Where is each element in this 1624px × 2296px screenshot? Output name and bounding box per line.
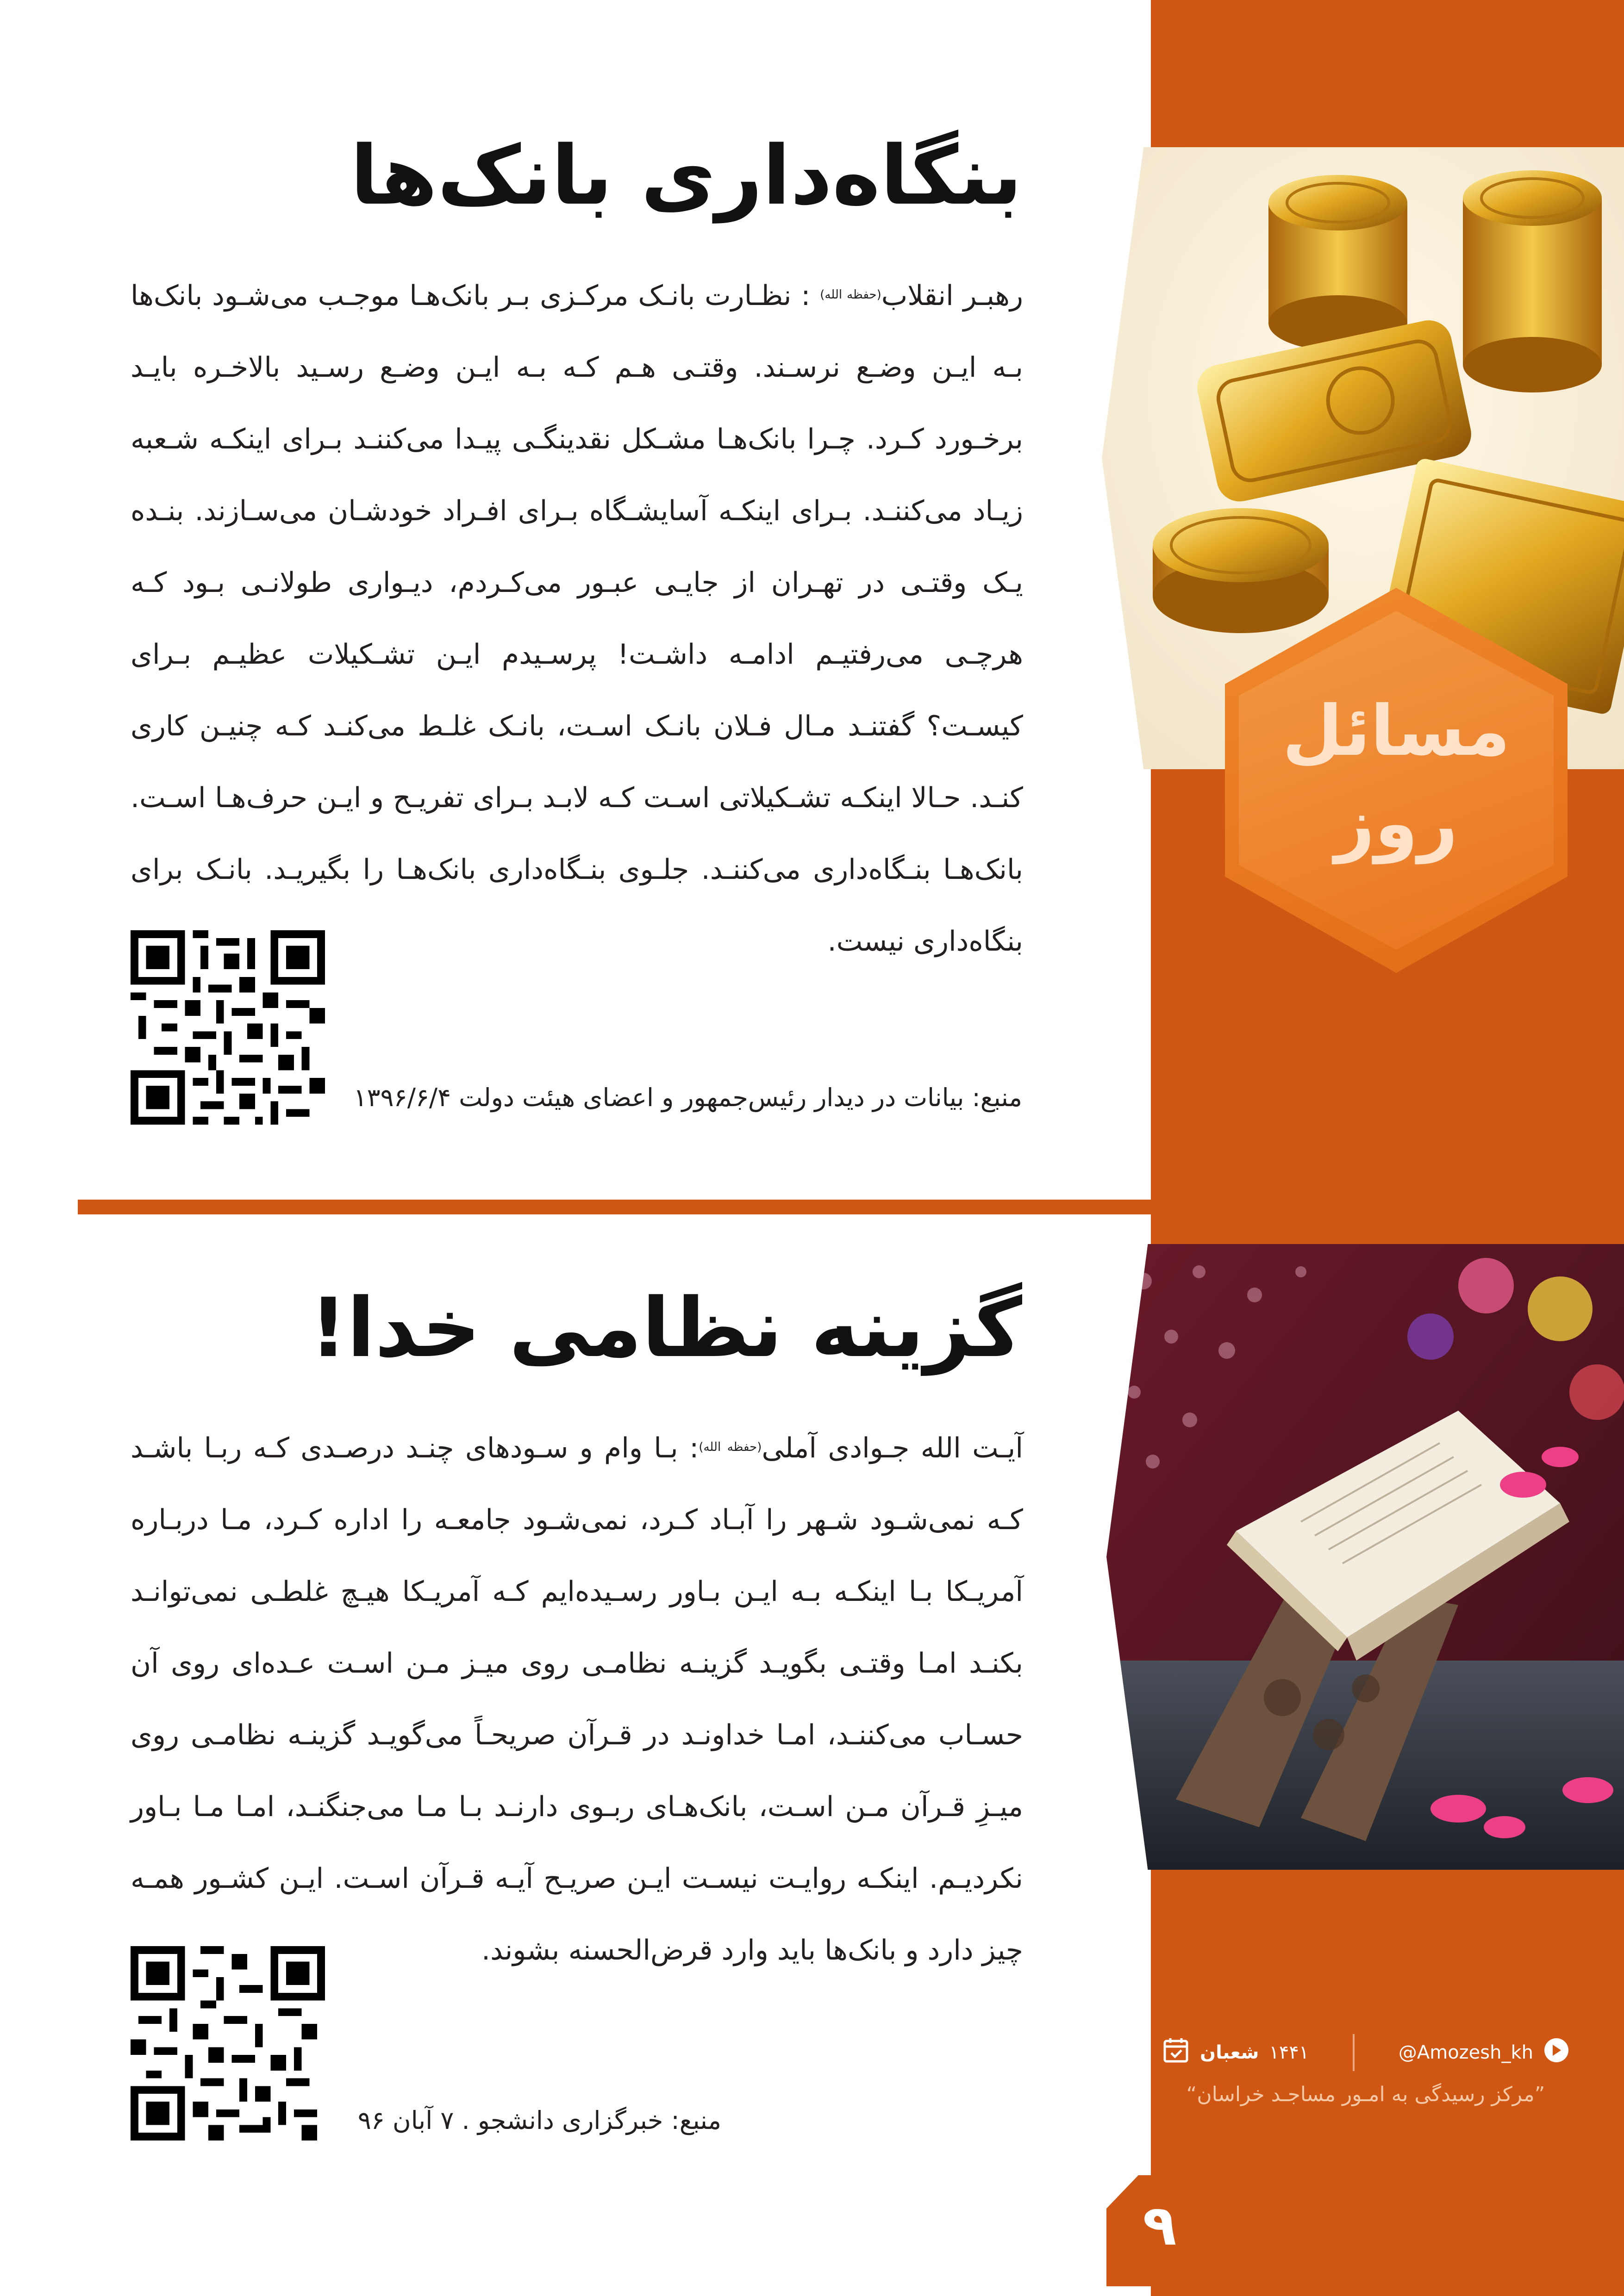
article1-text: : نظـارت بانـک مرکـزی بـر بانک‌هـا موجـب می‌شـود بانک‌ها بـه ایـن وضـع نرسـند. وقتـی هـم کـه بـه ایـن وضـع رسـید بالاخـره بایـد برخـورد کـرد. چـرا بانک‌هـا مشـکل نقدینگـی پیـدا می‌کننـد بـرای اینکـه شـعبه زیـاد می‌کننـد. بـرای اینکـه آسایشـگاه بـرای افـراد خودشـان می‌سـازند. بنـده یـک وقتـی در تهـران از جایـی عبـور می‌کـردم، دیـواری طولانـی بـود کـه هرچـی می‌رفتیـم ادامـه داشـت! پرسـیدم ایـن تشـکیلات عظیـم بـرای کیسـت؟ گفتنـد مـال فـلان بانـک اسـت، بانـک غلـط می‌کنـد کـه چنیـن کاری کنـد. حـالا اینکـه تشـکیلاتی اسـت کـه لابـد بـرای تفریـح و ایـن حرف‌هـا اسـت. بانک‌هـا بنـگاه‌داری می‌کننـد. جلـوی بنـگاه‌داری بانک‌هـا را بگیریـد. بانـک برای بنگاه‌داری نیست. xyxy=(131,280,1023,958)
article-divider xyxy=(78,1200,1151,1214)
quran-image xyxy=(1106,1244,1624,1870)
article1-title: بنگاه‌داری بانک‌ها xyxy=(350,128,1022,223)
article2-qr-code[interactable] xyxy=(131,1946,325,2140)
footer-meta xyxy=(1162,2027,1569,2078)
footer-handle-text: @Amozesh_kh xyxy=(1398,2042,1533,2063)
footer-tagline: ”مرکز رسیدگی به امـور مساجـد خراسان“ xyxy=(1186,2083,1545,2106)
social-icon xyxy=(1543,2037,1569,2068)
page-number: ۹ xyxy=(1143,2194,1177,2258)
section-label-line1: مسائل xyxy=(1282,691,1511,772)
section-label-line2: روز xyxy=(1335,784,1458,864)
footer-date xyxy=(1162,2036,1309,2069)
article2-text: : بـا وام و سـودهای چنـد درصـدی کـه ربـا باشـد کـه نمی‌شـود شـهر را آبـاد کـرد، نمی‌شـود جامعـه را اداره کـرد، مـا دربـاره آمریـکا بـا اینکـه بـه ایـن بـاور رسـیده‌ایم کـه آمریـکا هیـچ غلطـی نمی‌توانـد بکنـد امـا وقتـی بگویـد گزینـه نظامـی روی میـز مـن اسـت عـده‌ای روی آن حسـاب می‌کننـد، امـا خداونـد در قـرآن صریحـاً می‌گویـد گزینـه نظامـی روی میـزِ قـرآن مـن اسـت، بانک‌هـای ربـوی دارنـد بـا مـا می‌جنگنـد، امـا مـا بـاور نکردیـم. اینکـه روایـت نیسـت ایـن صریـح آیـه قـرآن اسـت. ایـن کشـور همـه چیز دارد و بانک‌ها باید وارد قرض‌الحسنه بشوند. xyxy=(131,1432,1023,1966)
article2-body xyxy=(131,1412,1023,2013)
article1-body xyxy=(131,259,1023,1018)
article2-lead: آیـت الله جـوادی آملی xyxy=(762,1432,1023,1464)
calendar-icon xyxy=(1162,2036,1190,2069)
footer-separator xyxy=(1353,2034,1355,2071)
section-label xyxy=(1239,685,1554,870)
footer-month: شعبان xyxy=(1200,2042,1259,2063)
article1-lead-note: (حفظه الله) xyxy=(820,288,881,302)
article2-source: منبع: خبرگزاری دانشجو . ۷ آبان ۹۶ xyxy=(357,2106,721,2135)
article1-source: منبع: بیانات در دیدار رئیس‌جمهور و اعضای هیئت دولت ۱۳۹۶/۶/۴ xyxy=(353,1083,1022,1112)
article1-qr-code[interactable] xyxy=(131,930,325,1125)
footer-handle[interactable] xyxy=(1399,2037,1569,2068)
article2-title: گزینه نظامی خدا! xyxy=(310,1281,1022,1375)
article1-lead: رهبـر انقلاب xyxy=(881,280,1023,312)
article2-lead-note: (حفظه الله) xyxy=(699,1440,762,1454)
footer-year: ۱۴۴۱ xyxy=(1269,2042,1309,2063)
